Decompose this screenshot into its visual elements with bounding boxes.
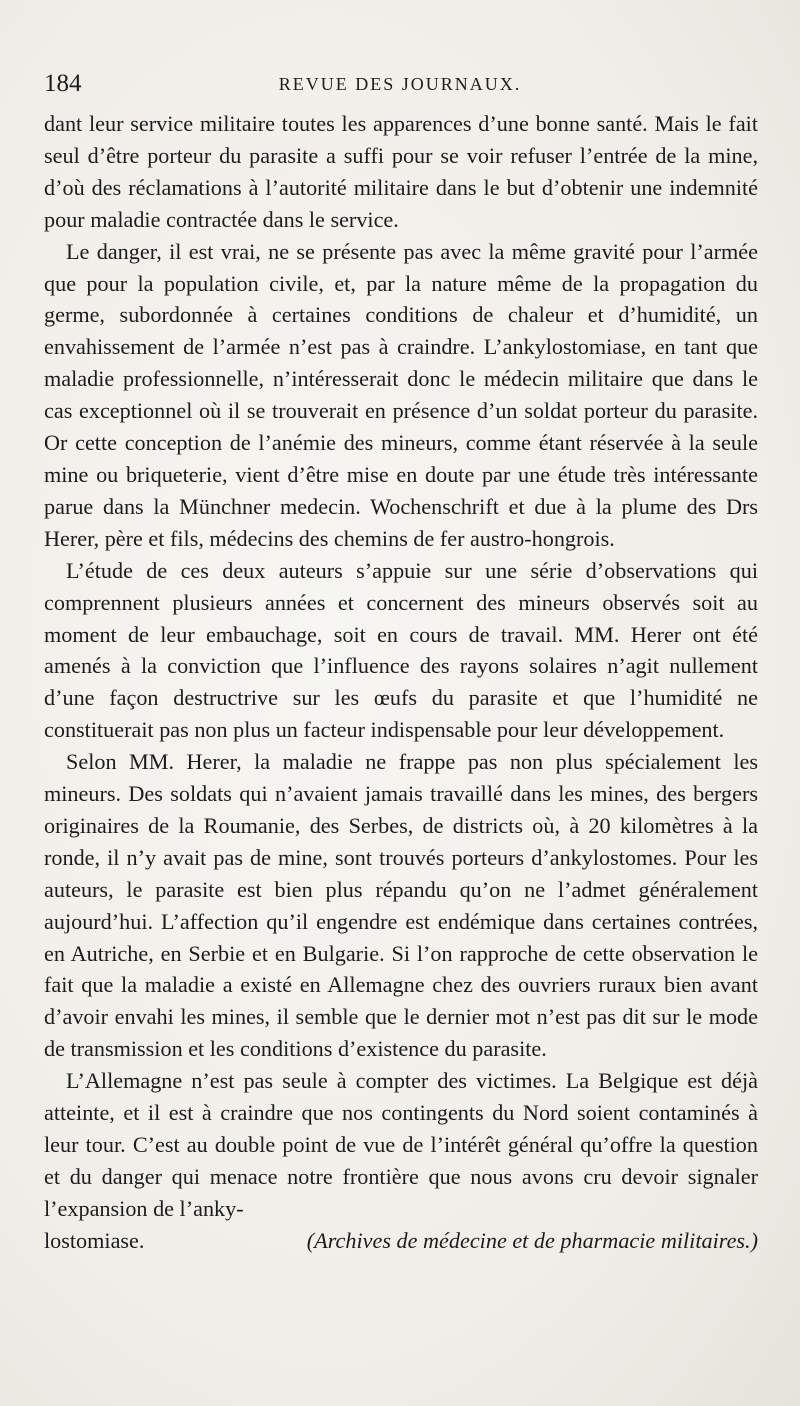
final-line xyxy=(44,1225,758,1257)
source-citation: (Archives de médecine et de pharmacie militaires.) xyxy=(306,1227,758,1253)
paragraph-1: dant leur service militaire toutes les apparences d’une bonne santé. Mais le fait seul d’être porteur du parasite a suffi pour se voir refuser l’entrée de la mine, d’où des réclamations à l’autorité militaire dans le but d’obtenir une indemnité pour maladie contractée dans le service. xyxy=(44,111,758,232)
journal-title: REVUE DES JOURNAUX. xyxy=(278,74,522,94)
final-word: lostomiase. xyxy=(44,1227,145,1253)
article-body xyxy=(44,108,758,1257)
paragraph-3: L’étude de ces deux auteurs s’appuie sur une série d’observations qui comprennent plusieurs années et concernent des mineurs observés soit au moment de leur embauchage, soit en cours de travail. MM. Herer ont été amenés à la conviction que l’influence des rayons solaires n’agit nullement d’une façon destructrive sur les œufs du parasite et que l’humidité ne constituerait pas non plus un facteur indispensable pour leur développement. xyxy=(44,557,758,743)
page-number: 184 xyxy=(44,70,82,97)
running-header xyxy=(44,70,756,100)
paragraph-2: Le danger, il est vrai, ne se présente pas avec la même gravité pour l’armée que pour la population civile, et, par la nature même de la propagation du germe, subordonnée à certaines conditions de chaleur et d’humidité, un envahissement de l’armée n’est pas à craindre. L’ankylostomiase, en tant que maladie professionnelle, n’intéresserait donc le médecin militaire que dans le cas exceptionnel où il se trouverait en présence d’un soldat porteur du parasite. Or cette conception de l’anémie des mineurs, comme étant réservée à la seule mine ou briqueterie, vient d’être mise en doute par une étude très intéressante parue dans la Münchner medecin. Wochenschrift et due à la plume des Drs Herer, père et fils, médecins des chemins de fer austro-hongrois. xyxy=(44,238,758,551)
paragraph-4: Selon MM. Herer, la maladie ne frappe pas non plus spécialement les mineurs. Des soldats qui n’avaient jamais travaillé dans les mines, des bergers originaires de la Roumanie, des Serbes, de districts où, à 20 kilomètres à la ronde, il n’y avait pas de mine, sont trouvés porteurs d’ankylostomes. Pour les auteurs, le parasite est bien plus répandu qu’on ne l’admet généralement aujourd’hui. L’affection qu’il engendre est endémique dans certaines contrées, en Autriche, en Serbie et en Bulgarie. Si l’on rapproche de cette observation le fait que la maladie a existé en Allemagne chez des ouvriers ruraux bien avant d’avoir envahi les mines, il semble que le dernier mot n’est pas dit sur le mode de transmission et les conditions d’existence du parasite. xyxy=(44,749,758,1062)
paragraph-5: L’Allemagne n’est pas seule à compter des victimes. La Belgique est déjà atteinte, et il est à craindre que nos contingents du Nord soient contaminés à leur tour. C’est au double point de vue de l’intérêt général qu’offre la question et du danger qui menace notre frontière que nous avons cru devoir signaler l’expansion de l’anky- xyxy=(44,1068,758,1221)
